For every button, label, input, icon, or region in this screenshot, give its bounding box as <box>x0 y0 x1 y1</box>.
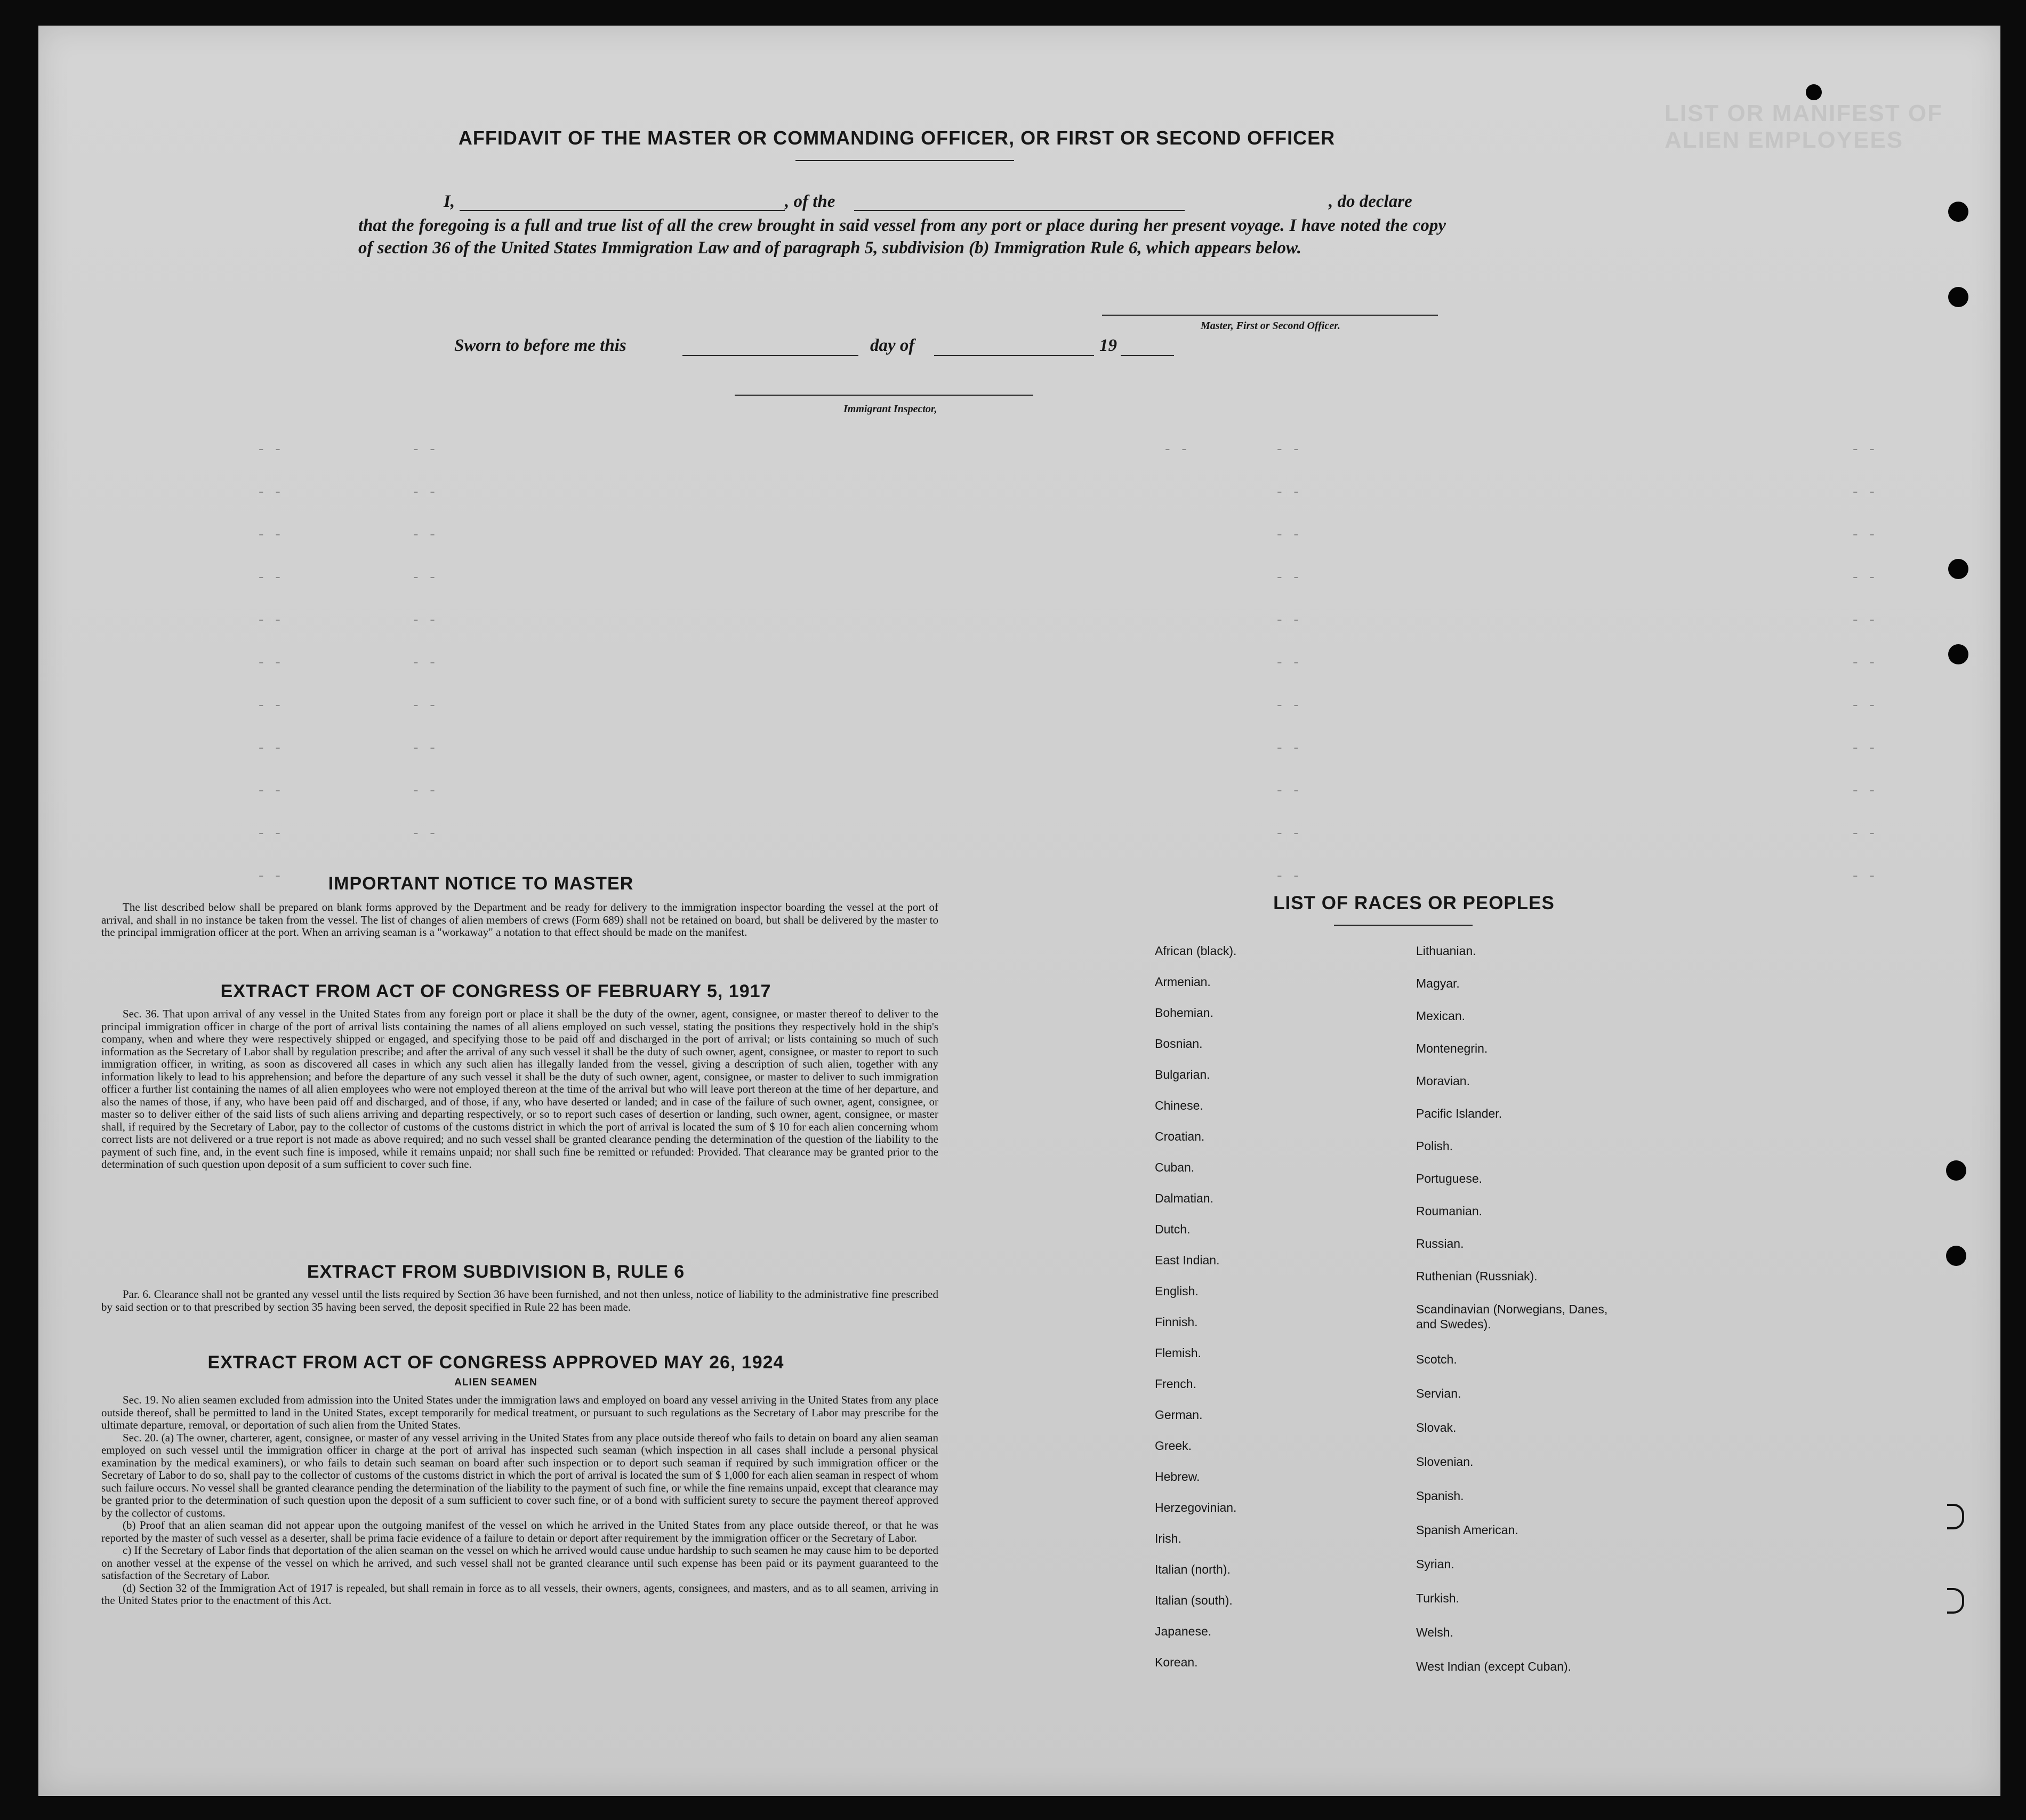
binder-hole <box>1948 202 1968 222</box>
race-item: Korean. <box>1155 1655 1198 1669</box>
binder-hole <box>1946 1246 1966 1266</box>
race-item: Bosnian. <box>1155 1037 1203 1051</box>
inspector-line <box>735 395 1033 396</box>
race-item: Bulgarian. <box>1155 1068 1210 1081</box>
document-page: LIST OR MANIFEST OF ALIEN EMPLOYEES AFFIDAVIT OF THE MASTER OR COMMANDING OFFICER, OR FIRST OR SECOND OFFICER I, , of the , do declare that the foregoing is a full and true list of all the crew brought in said vessel from any port or place during her present voyage. I have noted the copy of section 36 of the United States Immigration Law and of paragraph 5, subdivision (b) Immigration Rule 6, which appears below. Master, First or Second Officer. Sworn to before me this day of 19 Immigrant Inspector, - - - - - - - - - - - - - - - - - - - - - - - - - - - - - - - - - - - - - - - - - - - - - - - - - - - - - - - - - - - - - - - - - - - - - - - - - - - - - - - - - - - - - - - - IMPORTANT NOTICE TO MASTER The list described below shall be prepared on blank forms approved by the Department and be ready for delivery to the immigration inspector boarding the vessel at the port of arrival, and shall in no instance be taken from the vessel. The list of changes of alien members of crews (Form 689) shall not be retained on board, but shall be delivered by the master to the principal immigration officer at the port. When an arriving seaman is a "workaway" a notation to that effect should be made on the manifest. EXTRACT FROM ACT OF CONGRESS OF FEBRUARY 5, 1917 Sec. 36. That upon arrival of any vessel in the United States from any foreign port or place it shall be the duty of the owner, agent, consignee, or master thereof to deliver to the principal immigration officer in charge of the port of arrival lists containing the names of all aliens employed on such vessel, stating the positions they respectively hold in the ship's company, when and where they were respectively shipped or engaged, and specifying those to be paid off and discharged in the port of arrival; or lists containing so much of such information as the Secretary of Labor shall by regulation prescribe; and after the arrival of any such vessel it shall be the duty of such owner, agent, consignee, or master to report to such immigration officer, in writing, as soon as discovered all cases in which any such alien has illegally landed from the vessel, giving a description of such alien, together with any information likely to lead to his apprehension; and before the departure of any such vessel it shall be the duty of such owner, agent, consignee, or master to deliver to such immigration officer a further list containing the names of all alien employees who were not employed thereon at the time of the arrival but who will leave port thereon at the time of her departure, and also the names of those, if any, who have been paid off and discharged, and of those, if any, who have deserted or landed; and in case of the failure of such owner, agent, consignee, or master so to deliver either of the said lists of such aliens arriving and departing respectively, or so to report such cases of desertion or landing, such owner, agent, consignee, or master shall, if required by the Secretary of Labor, pay to the collector of customs of the customs district in which the port of arrival is located the sum of $ 10 for each alien concerning whom correct lists are not delivered or a true report is not made as above required; and no such vessel shall be granted clearance pending the determination of the question of the liability to the payment of such fine, and, in the event such fine is imposed, while it remains unpaid; nor shall such fine be remitted or refunded: Provided. That clearance may be granted prior to the determination of such question upon deposit of a sum sufficient to cover such fine. EXTRACT FROM SUBDIVISION B, RULE 6 Par. 6. Clearance shall not be granted any vessel until the lists required by Section 36 have been furnished, and not then unless, notice of liability to the administrative fine prescribed by said section or to that prescribed by section 35 having been served, the deposit specified in Rule 22 has been made. EXTRACT FROM ACT OF CONGRESS APPROVED MAY 26, 1924 ALIEN SEAMEN Sec. 19. No alien seamen excluded from admission into the United States under the immigration laws and employed on board any vessel arriving in the United States from any place outside thereof, shall be permitted to land in the United States, except temporarily for medical treatment, or pursuant to such regulations as the Secretary of Labor may prescribe for the ultimate departure, removal, or deportation of such alien from the United States. Sec. 20. (a) The owner, charterer, agent, consignee, or master of any vessel arriving in the United States from any place outside thereof who fails to detain on board any alien seaman employed on such vessel until the immigration officer in charge at the port of arrival has inspected such seaman (which inspection in all cases shall include a personal physical examination by the medical examiners), or who fails to detain such seaman on board after such inspection or to deport such seaman if required by such immigration officer or the Secretary of Labor to do so, shall pay to the collector of customs of the customs district in which the port of arrival is located the sum of $ 1,000 for each alien seaman in respect of whom such failure occurs. No vessel shall be granted clearance pending the determination of the liability to the payment of such fine, or while the fine remains unpaid, except that clearance may be granted prior to the determination of such question upon the deposit of a sum sufficient to cover such fine, or of a bond with sufficient surety to secure the payment thereof approved by the collector of customs. (b) Proof that an alien seaman did not appear upon the outgoing manifest of the vessel on which he arrived in the United States from any place outside thereof, or that he was reported by the master of such vessel as a deserter, shall be prima facie evidence of a failure to detain or deport after requirement by the immigration officer or the Secretary of Labor. c) If the Secretary of Labor finds that deportation of the alien seaman on the vessel on which he arrived would cause undue hardship to such seamen he may cause him to be deported on another vessel at the expense of the vessel on which he arrived, and such vessel shall not be granted clearance until such expense has been paid or its payment guaranteed to the satisfaction of the Secretary of Labor. (d) Section 32 of the Immigration Act of 1917 is repealed, but shall remain in force as to all vessels, their owners, agents, consignees, and masters, and as to all seamen, arriving in the United States prior to the enactment of this Act. LIST OF RACES OR PEOPLES African (black). Armenian. Bohemian. Bosnian. Bulgarian. Chinese. Croatian. Cuban. Dalmatian. Dutch. East Indian. English. Finnish. Flemish. French. German. Greek. Hebrew. Herzegovinian. Irish. Italian (north). Italian (south). Japanese. Korean. Lithuanian. Magyar. Mexican. Montenegrin. Moravian. Pacific Islander. Polish. Portuguese. Roumanian. Russian. Ruthenian (Russniak). Scandinavian (Norwegians, Danes, and Swedes). Scotch. Servian. Slovak. Slovenian. Spanish. Spanish American. Syrian. Turkish. Welsh. West Indian (except Cuban). <box>38 26 2000 1796</box>
race-item: Flemish. <box>1155 1346 1201 1360</box>
race-item: Roumanian. <box>1416 1204 1483 1218</box>
race-item: Welsh. <box>1416 1625 1453 1639</box>
race-item: Pacific Islander. <box>1416 1107 1502 1120</box>
affidavit-declaration-line <box>401 192 1446 213</box>
sec20c-paragraph: c) If the Secretary of Labor finds that deportation of the alien seaman on the vessel on which he arrived would cause undue hardship to such seamen he may cause him to be deported on another vessel at the expense of the vessel on which he arrived, and such vessel shall not be granted clearance until such expense has been paid or its payment guaranteed to the satisfaction of the Secretary of Labor. <box>101 1544 938 1582</box>
year-blank <box>1121 355 1174 356</box>
race-item: Herzegovinian. <box>1155 1501 1237 1514</box>
extract-1917-title: EXTRACT FROM ACT OF CONGRESS OF FEBRUARY 5, 1917 <box>220 981 771 1001</box>
race-item: Italian (north). <box>1155 1562 1231 1576</box>
binder-hole <box>1948 287 1968 307</box>
day-of-label: day of <box>870 336 915 355</box>
race-item: French. <box>1155 1377 1196 1391</box>
race-item: Mexican. <box>1416 1009 1466 1023</box>
binder-hole-edge <box>1947 1504 1964 1529</box>
race-item: Syrian. <box>1416 1557 1454 1571</box>
races-title: LIST OF RACES OR PEOPLES <box>1273 893 1555 913</box>
sec20a-paragraph: Sec. 20. (a) The owner, charterer, agent, consignee, or master of any vessel arriving in the United States from any place outside thereof who fails to detain on board any alien seaman employed on such vessel until the immigration officer in charge at the port of arrival has inspected such seaman (which inspection in all cases shall include a personal physical examination by the medical examiners), or who fails to detain such seaman on board after such inspection or to deport such seaman if required by such immigration officer or the Secretary of Labor to do so, shall pay to the collector of customs of the customs district in which the port of arrival is located the sum of $ 1,000 for each alien seaman in respect of whom such failure occurs. No vessel shall be granted clearance pending the determination of the liability to the payment of such fine, or while the fine remains unpaid, except that clearance may be granted prior to the determination of such question upon the deposit of a sum sufficient to cover such fine, or of a bond with sufficient surety to secure the payment thereof approved by the collector of customs. <box>101 1431 938 1519</box>
notice-body: The list described below shall be prepared on blank forms approved by the Department and be ready for delivery to the immigration inspector boarding the vessel at the port of arrival, and shall in no instance be taken from the vessel. The list of changes of alien members of crews (Form 689) shall not be retained on board, but shall be delivered by the master to the principal immigration officer at the port. When an arriving seaman is a "workaway" a notation to that effect should be made on the manifest. <box>101 901 938 939</box>
race-item: Armenian. <box>1155 975 1211 989</box>
race-item: Italian (south). <box>1155 1593 1233 1607</box>
race-item: Turkish. <box>1416 1591 1459 1605</box>
extract-1917-body: Sec. 36. That upon arrival of any vessel in the United States from any foreign port or place it shall be the duty of the owner, agent, consignee, or master thereof to deliver to the principal immigration officer in charge of the port of arrival lists containing the names of all aliens employed on such vessel, stating the positions they respectively hold in the ship's company, when and where they were respectively shipped or engaged, and specifying those to be paid off and discharged in the port of arrival; or lists containing so much of such information as the Secretary of Labor shall by regulation prescribe; and after the arrival of any such vessel it shall be the duty of such owner, agent, consignee, or master to report to such immigration officer, in writing, as soon as discovered all cases in which any such alien has illegally landed from the vessel, giving a description of such alien, together with any information likely to lead to his apprehension; and before the departure of any such vessel it shall be the duty of such owner, agent, consignee, or master to deliver to such immigration officer a further list containing the names of all alien employees who were not employed thereon at the time of the arrival but who will leave port thereon at the time of her departure, and also the names of those, if any, who have been paid off and discharged, and of those, if any, who have deserted or landed; and in case of the failure of such owner, agent, consignee, or master so to deliver either of the said lists of such aliens arriving and departing respectively, or so to report such cases of desertion or landing, such owner, agent, consignee, or master shall, if required by the Secretary of Labor, pay to the collector of customs of the customs district in which the port of arrival is located the sum of $ 10 for each alien concerning whom correct lists are not delivered or a true report is not made as above required; and no such vessel shall be granted clearance pending the determination of the question of the liability to the payment of such fine, and, in the event such fine is imposed, while it remains unpaid; nor shall such fine be remitted or refunded: Provided. That clearance may be granted prior to the determination of such question upon deposit of a sum sufficient to cover such fine. <box>101 1007 938 1170</box>
affidavit-body: that the foregoing is a full and true list of all the crew brought in said vessel from any port or place during her present voyage. I have noted the copy of section 36 of the United States Immigration Law and of paragraph 5, subdivision (b) Immigration Rule 6, which appears below. <box>358 216 1446 258</box>
sec20b-paragraph: (b) Proof that an alien seaman did not appear upon the outgoing manifest of the vessel on which he arrived in the United States from any place outside thereof, or that he was reported by the master of such vessel as a deserter, shall be prima facie evidence of a failure to detain or deport after requirement by the immigration officer or the Secretary of Labor. <box>101 1519 938 1544</box>
race-item: Dutch. <box>1155 1222 1191 1236</box>
race-item: Lithuanian. <box>1416 944 1476 958</box>
race-item: German. <box>1155 1408 1203 1422</box>
extract-1924-subtitle: ALIEN SEAMEN <box>454 1377 537 1388</box>
race-item: Slovak. <box>1416 1421 1457 1434</box>
race-item: English. <box>1155 1284 1199 1298</box>
race-item: Greek. <box>1155 1439 1192 1453</box>
sec20d-paragraph: (d) Section 32 of the Immigration Act of 1917 is repealed, but shall remain in force as to all vessels, their owners, agents, consignees, and masters, and as to all seamen, arriving in the United States prior to the enactment of this Act. <box>101 1581 938 1607</box>
inspector-label: Immigrant Inspector, <box>843 403 937 415</box>
race-item: Scotch. <box>1416 1352 1457 1366</box>
race-item: Ruthenian (Russniak). <box>1416 1269 1538 1283</box>
sworn-prefix: Sworn to before me this <box>454 336 626 355</box>
extract-rule6-title: EXTRACT FROM SUBDIVISION B, RULE 6 <box>307 1262 685 1282</box>
race-item: African (black). <box>1155 944 1237 958</box>
race-item: Japanese. <box>1155 1624 1212 1638</box>
race-item: Dalmatian. <box>1155 1191 1213 1205</box>
race-item: Scandinavian (Norwegians, Danes, and Swedes). <box>1416 1302 1608 1331</box>
sec19-paragraph: Sec. 19. No alien seamen excluded from admission into the United States under the immigration laws and employed on board any vessel arriving in the United States from any place outside thereof, shall be permitted to land in the United States, except temporarily for medical treatment, or pursuant to such regulations as the Secretary of Labor may prescribe for the ultimate departure, removal, or deportation of such alien from the United States. <box>101 1393 938 1431</box>
race-item: Spanish. <box>1416 1489 1464 1503</box>
race-item: Chinese. <box>1155 1099 1203 1112</box>
race-item: Slovenian. <box>1416 1455 1474 1469</box>
extract-1924-title: EXTRACT FROM ACT OF CONGRESS APPROVED MAY 26, 1924 <box>207 1352 784 1373</box>
name-blank <box>460 210 785 211</box>
binder-hole <box>1948 559 1968 579</box>
binder-hole-edge <box>1947 1588 1964 1614</box>
race-item: Cuban. <box>1155 1160 1195 1174</box>
race-item: Polish. <box>1416 1139 1453 1153</box>
year-label: 19 <box>1099 336 1117 355</box>
binder-hole <box>1946 1160 1966 1181</box>
sworn-line <box>454 336 1243 357</box>
race-item: Russian. <box>1416 1237 1464 1250</box>
race-item: Magyar. <box>1416 976 1460 990</box>
do-declare-label: , do declare <box>1329 192 1412 211</box>
bleed-through-header: LIST OR MANIFEST OF ALIEN EMPLOYEES <box>1665 100 1943 153</box>
race-item: Spanish American. <box>1416 1523 1518 1537</box>
race-item: Moravian. <box>1416 1074 1470 1088</box>
day-blank <box>682 355 858 356</box>
race-item: Irish. <box>1155 1532 1181 1545</box>
race-item: Portuguese. <box>1416 1172 1483 1185</box>
races-title-rule <box>1334 925 1473 926</box>
race-item: Finnish. <box>1155 1315 1198 1329</box>
vessel-blank <box>854 210 1185 211</box>
notice-title: IMPORTANT NOTICE TO MASTER <box>328 873 634 894</box>
extract-rule6-body: Par. 6. Clearance shall not be granted any vessel until the lists required by Section 36 have been furnished, and not then unless, notice of liability to the administrative fine prescribed by said section or to that prescribed by section 35 having been served, the deposit specified in Rule 22 has been made. <box>101 1288 938 1313</box>
signature-label: Master, First or Second Officer. <box>1201 320 1340 332</box>
i-label: I, <box>444 192 455 211</box>
race-item: Croatian. <box>1155 1129 1205 1143</box>
signature-line <box>1102 315 1438 316</box>
race-item: Bohemian. <box>1155 1006 1213 1020</box>
binder-hole <box>1806 84 1822 100</box>
race-item: West Indian (except Cuban). <box>1416 1659 1572 1673</box>
race-item: Hebrew. <box>1155 1470 1200 1484</box>
extract-1924-body <box>101 1394 938 1607</box>
affidavit-title: AFFIDAVIT OF THE MASTER OR COMMANDING OFFICER, OR FIRST OR SECOND OFFICER <box>458 127 1336 149</box>
race-item: East Indian. <box>1155 1253 1220 1267</box>
title-rule <box>795 160 1014 161</box>
binder-hole <box>1948 644 1968 664</box>
race-item: Servian. <box>1416 1386 1461 1400</box>
of-the-label: , of the <box>785 192 835 211</box>
month-blank <box>934 355 1094 356</box>
race-item: Montenegrin. <box>1416 1041 1488 1055</box>
